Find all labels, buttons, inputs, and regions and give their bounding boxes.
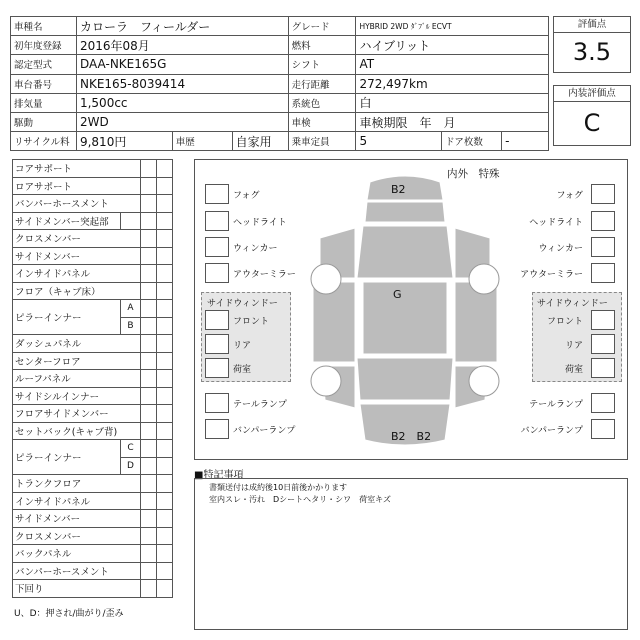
frame-item-label: バンパーホースメント — [13, 195, 141, 213]
check-box-left — [205, 419, 229, 439]
frame-check-cell — [157, 387, 173, 405]
spec-value: 車検期限 年 月 — [356, 112, 549, 131]
frame-check-cell — [157, 457, 173, 475]
check-box-left — [205, 310, 229, 330]
frame-check-cell — [157, 265, 173, 283]
frame-check-cell — [157, 492, 173, 510]
frame-check-cell — [157, 422, 173, 440]
frame-item-label: トランクフロア — [13, 475, 141, 493]
frame-check-cell — [157, 335, 173, 353]
spec-value: NKE165-8039414 — [76, 74, 288, 93]
frame-check-cell — [157, 195, 173, 213]
check-box-right — [591, 263, 615, 283]
label-right: ヘッドライト — [529, 218, 583, 228]
remark-line-1: 書類送付は成約後10日前後かかります — [209, 483, 348, 492]
frame-item-label: フロア（キャブ床） — [13, 282, 141, 300]
frame-item-label: サイドメンバー突起部 — [13, 212, 121, 230]
front-mark: B2 — [391, 183, 406, 196]
check-box-right — [591, 310, 615, 330]
check-box-left — [205, 184, 229, 204]
spec-label: 認定型式 — [11, 55, 77, 74]
spec-label: 初年度登録 — [11, 36, 77, 55]
frame-check-cell — [157, 160, 173, 178]
label-left: テールランプ — [233, 400, 287, 410]
frame-item-label: セットバック(キャブ背) — [13, 422, 141, 440]
frame-check-cell — [157, 177, 173, 195]
frame-check-cell — [141, 405, 157, 423]
label-right: ウィンカー — [538, 244, 583, 254]
center-mark: G — [393, 288, 402, 301]
frame-check-cell — [157, 352, 173, 370]
check-box-right — [591, 393, 615, 413]
frame-item-label: 下回り — [13, 580, 141, 598]
spec-value: カローラ フィールダー — [76, 17, 288, 36]
frame-check-cell — [141, 370, 157, 388]
check-box-left — [205, 263, 229, 283]
frame-check-cell — [141, 510, 157, 528]
label-right: バンパーランプ — [520, 426, 583, 436]
frame-check-cell — [157, 475, 173, 493]
spec-label: 排気量 — [11, 93, 77, 112]
frame-item-label: サイドメンバー — [13, 247, 141, 265]
label-left: フロント — [233, 317, 270, 327]
spec-label: 乗車定員 — [288, 132, 356, 151]
label-right: リア — [564, 341, 583, 351]
interior-label: 内装評価点 — [554, 86, 630, 102]
frame-item-label: コアサポート — [13, 160, 141, 178]
frame-item-label: サイドシルインナー — [13, 387, 141, 405]
rear-mark: B2 B2 — [391, 430, 432, 443]
spec-label: シフト — [288, 55, 356, 74]
label-left: バンパーランプ — [233, 426, 296, 436]
check-box-right — [591, 358, 615, 378]
label-left: リア — [233, 341, 252, 351]
frame-check-cell — [141, 422, 157, 440]
frame-check-cell — [157, 212, 173, 230]
label-left: 荷室 — [233, 365, 252, 375]
frame-check-cell — [141, 492, 157, 510]
frame-check-cell — [157, 370, 173, 388]
frame-check-cell — [141, 212, 157, 230]
spec-value: 9,810円 — [76, 132, 172, 151]
spec-value: HYBRID 2WD ﾀﾞﾌﾞﾙ ECVT — [356, 17, 549, 36]
frame-item-label: フロアサイドメンバー — [13, 405, 141, 423]
frame-check-cell — [121, 212, 141, 230]
frame-check-cell — [157, 440, 173, 458]
frame-item-label: サイドメンバー — [13, 510, 141, 528]
spec-label: 車台番号 — [11, 74, 77, 93]
frame-check-table — [12, 159, 173, 598]
frame-check-cell — [141, 300, 157, 318]
frame-check-cell — [141, 230, 157, 248]
frame-check-cell — [157, 230, 173, 248]
frame-check-cell — [157, 510, 173, 528]
spec-label: ドア枚数 — [442, 132, 502, 151]
spec-label: リサイクル料 — [11, 132, 77, 151]
frame-check-cell — [141, 457, 157, 475]
label-right: フォグ — [556, 191, 583, 201]
side-window-title-right: サイドウィンドー — [537, 299, 608, 309]
frame-check-cell — [141, 440, 157, 458]
label-left: アウターミラー — [233, 270, 296, 280]
frame-check-cell — [141, 282, 157, 300]
spec-label: 車検 — [288, 112, 356, 131]
check-box-left — [205, 393, 229, 413]
diagram-header: 内外 特殊 — [447, 168, 500, 180]
frame-check-cell — [157, 247, 173, 265]
frame-sub-label: A — [121, 300, 141, 318]
spec-value: - — [502, 132, 549, 151]
frame-item-label: センターフロア — [13, 352, 141, 370]
frame-check-cell — [141, 160, 157, 178]
score-box — [553, 16, 631, 73]
frame-check-cell — [157, 317, 173, 335]
spec-value: AT — [356, 55, 549, 74]
frame-item-label: インサイドパネル — [13, 492, 141, 510]
frame-check-cell — [141, 177, 157, 195]
spec-value: 2016年08月 — [76, 36, 288, 55]
frame-check-cell — [141, 475, 157, 493]
frame-check-cell — [141, 387, 157, 405]
frame-item-label: ピラーインナー — [13, 440, 121, 475]
spec-value: ハイブリット — [356, 36, 549, 55]
score-value: 3.5 — [572, 38, 612, 66]
label-right: 荷室 — [564, 365, 583, 375]
label-right: テールランプ — [529, 400, 583, 410]
frame-item-label: ロアサポート — [13, 177, 141, 195]
frame-item-label: ダッシュパネル — [13, 335, 141, 353]
spec-label: 系統色 — [288, 93, 356, 112]
check-box-left — [205, 334, 229, 354]
check-box-right — [591, 334, 615, 354]
interior-value: C — [583, 109, 601, 137]
frame-check-cell — [157, 580, 173, 598]
frame-sub-label: B — [121, 317, 141, 335]
spec-label: グレード — [288, 17, 356, 36]
spec-table — [10, 16, 549, 151]
frame-check-cell — [141, 335, 157, 353]
check-box-left — [205, 237, 229, 257]
check-box-right — [591, 211, 615, 231]
remark-line-2: 室内スレ・汚れ Dシートヘタリ・シワ 荷室キズ — [209, 495, 391, 504]
frame-item-label: インサイドパネル — [13, 265, 141, 283]
frame-sub-label: D — [121, 457, 141, 475]
frame-item-label: クロスメンバー — [13, 230, 141, 248]
spec-value: 1,500cc — [76, 93, 288, 112]
remarks-title: ■特記事項 — [194, 470, 244, 481]
spec-label: 車種名 — [11, 17, 77, 36]
spec-value: 白 — [356, 93, 549, 112]
frame-check-cell — [141, 580, 157, 598]
score-label: 評価点 — [554, 17, 630, 33]
frame-check-cell — [141, 317, 157, 335]
check-box-left — [205, 211, 229, 231]
spec-label: 車歴 — [172, 132, 232, 151]
frame-item-label: クロスメンバー — [13, 527, 141, 545]
spec-value: 自家用 — [232, 132, 288, 151]
label-right: フロント — [546, 317, 583, 327]
frame-item-label: バンパーホースメント — [13, 562, 141, 580]
frame-check-cell — [157, 527, 173, 545]
frame-check-cell — [141, 545, 157, 563]
check-box-right — [591, 419, 615, 439]
frame-item-label: ルーフパネル — [13, 370, 141, 388]
frame-item-label: バックパネル — [13, 545, 141, 563]
label-right: アウターミラー — [520, 270, 583, 280]
frame-check-cell — [157, 545, 173, 563]
label-left: フォグ — [233, 191, 260, 201]
frame-check-cell — [157, 562, 173, 580]
remarks-box — [194, 478, 628, 630]
frame-check-cell — [141, 265, 157, 283]
label-left: ウィンカー — [233, 244, 278, 254]
frame-sub-label: C — [121, 440, 141, 458]
frame-check-cell — [141, 527, 157, 545]
left-note: U、D：押され/曲がり/歪み — [14, 609, 124, 619]
car-diagram — [194, 159, 628, 460]
spec-value: DAA-NKE165G — [76, 55, 288, 74]
side-window-title-left: サイドウィンドー — [207, 299, 278, 309]
frame-item-label: ピラーインナー — [13, 300, 121, 335]
interior-box — [553, 85, 631, 146]
label-left: ヘッドライト — [233, 218, 287, 228]
frame-check-cell — [141, 195, 157, 213]
spec-value: 2WD — [76, 112, 288, 131]
spec-label: 駆動 — [11, 112, 77, 131]
frame-check-cell — [141, 562, 157, 580]
frame-check-cell — [157, 405, 173, 423]
frame-check-cell — [157, 300, 173, 318]
frame-check-cell — [141, 247, 157, 265]
check-box-right — [591, 237, 615, 257]
check-box-right — [591, 184, 615, 204]
spec-label: 燃料 — [288, 36, 356, 55]
check-box-left — [205, 358, 229, 378]
windshield-shape — [357, 226, 453, 278]
spec-value: 5 — [356, 132, 442, 151]
frame-check-cell — [157, 282, 173, 300]
frame-check-cell — [141, 352, 157, 370]
spec-value: 272,497km — [356, 74, 549, 93]
spec-label: 走行距離 — [288, 74, 356, 93]
